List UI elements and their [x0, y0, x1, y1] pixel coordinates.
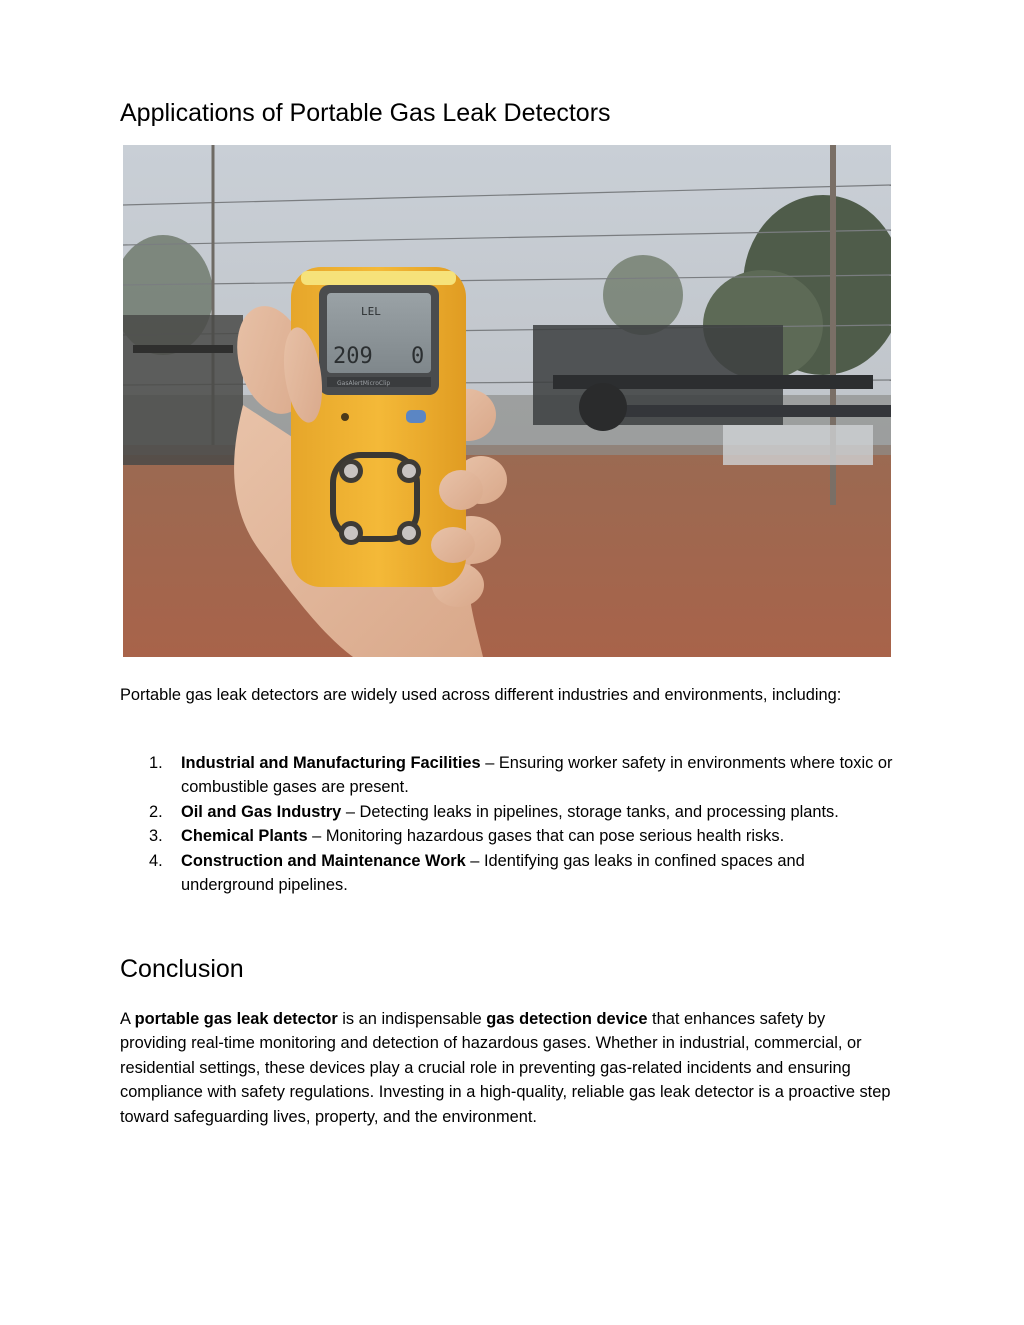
- list-item-title: Chemical Plants: [181, 827, 308, 846]
- conclusion-bold-1: portable gas leak detector: [134, 1010, 338, 1028]
- list-item-title: Oil and Gas Industry: [181, 802, 342, 821]
- conclusion-text-2: is an indispensable: [337, 1010, 487, 1028]
- list-item: [120, 800, 900, 824]
- list-number: 2.: [149, 802, 163, 821]
- lcd-right-reading: 0: [411, 344, 425, 369]
- list-item: [120, 849, 900, 898]
- list-item-text: – Detecting leaks in pipelines, storage tanks, and processing plants.: [341, 802, 839, 821]
- conclusion-heading: Conclusion: [120, 955, 244, 983]
- brand-strip: GasAlertMicroClip: [337, 380, 391, 387]
- list-item-title: Industrial and Manufacturing Facilities: [181, 754, 481, 772]
- list-number: 3.: [149, 827, 163, 846]
- list-item: [120, 824, 900, 848]
- conclusion-text-3: that enhances safety by providing real-time monitoring and detection of hazardous gases. Whether in industrial, commercial, or residential settings, these devices play a crucial role in preventing gas-related incidents and ensuring compliance with safety regulations. Investing in a high-quality, reliable gas leak detector is a proactive step toward safeguarding lives, property, and the environment.: [120, 1010, 891, 1126]
- list-number: 4.: [149, 851, 163, 870]
- gas-detector-photo: [123, 145, 891, 657]
- intro-paragraph: Portable gas leak detectors are widely used across different industries and environments, including:: [120, 686, 842, 704]
- lcd-top-text: LEL: [361, 305, 381, 318]
- conclusion-paragraph: [120, 1007, 895, 1129]
- list-number: 1.: [149, 754, 163, 772]
- list-item-title: Construction and Maintenance Work: [181, 851, 466, 870]
- applications-list: [120, 751, 900, 897]
- lcd-left-reading: 209: [333, 344, 373, 369]
- conclusion-bold-2: gas detection device: [486, 1010, 648, 1028]
- list-item-text: – Identifying gas leaks in confined spaces and underground pipelines.: [181, 851, 805, 895]
- page-title: Applications of Portable Gas Leak Detectors: [120, 99, 611, 127]
- list-item: [120, 751, 900, 800]
- list-item-text: – Monitoring hazardous gases that can pose serious health risks.: [307, 827, 785, 846]
- list-item-text: – Ensuring worker safety in environments where toxic or combustible gases are present.: [181, 754, 893, 797]
- conclusion-text-1: A: [120, 1010, 135, 1028]
